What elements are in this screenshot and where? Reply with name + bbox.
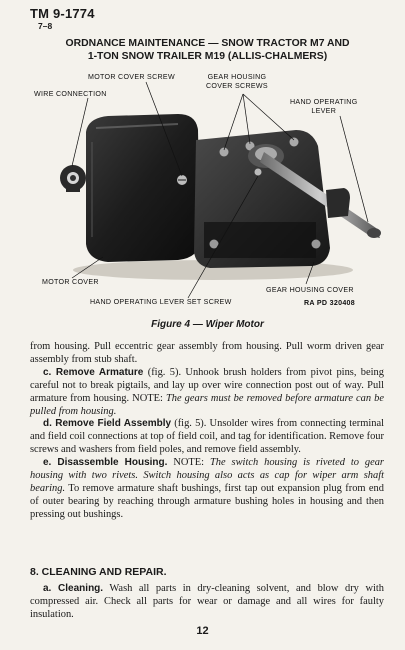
paragraph-range: 7–8: [38, 21, 53, 31]
page-heading: [30, 38, 385, 63]
paragraph-d-text: (fig. 5). Unsolder wires from connecting terminal and field coil connections at top of field coil, and tag for identification. Remove four screws and washers from field poles, and remove field assembly.: [30, 418, 384, 456]
paragraph-c: [30, 367, 384, 419]
heading-line-1: ORDNANCE MAINTENANCE — SNOW TRACTOR M7 AND: [65, 38, 350, 49]
callout-lever-line-2: LEVER: [311, 106, 337, 115]
paragraph-d-label: d. Remove Field Assembly: [43, 418, 172, 430]
paragraph-c-text: (fig. 5). Unhook brush holders from pivot pins, being careful not to break pigtails, and lay up over wire connection post out of way. Pull armature from housing. NOTE:: [30, 366, 384, 404]
callout-gear-housing-cover-screws: [206, 73, 268, 90]
figure-caption: Figure 4 — Wiper Motor: [151, 319, 264, 330]
heading-line-2: 1-TON SNOW TRAILER M19 (ALLIS-CHALMERS): [87, 50, 328, 62]
callout-gear-housing-cover: GEAR HOUSING COVER: [266, 286, 354, 294]
paragraph-e-note: The switch housing is riveted to gear housing with two rivets. Switch housing also acts as cap for wiper arm shaft bearing.: [30, 457, 384, 494]
callout-lever-set-screw: HAND OPERATING LEVER SET SCREW: [90, 298, 232, 306]
paragraph-d: [30, 418, 384, 457]
paragraph-a-label: a. Cleaning.: [43, 583, 104, 594]
body-text-section-8: [30, 583, 384, 622]
page-number: 12: [196, 625, 209, 637]
figure-ra-pd-number: RA PD 320408: [304, 299, 356, 307]
paragraph-e: [30, 457, 384, 522]
paragraph-a: [30, 583, 384, 622]
body-text: [30, 341, 384, 522]
callout-gear-housing-line-1: GEAR HOUSING: [207, 73, 267, 81]
tm-number: TM 9-1774: [30, 6, 95, 21]
callout-gear-housing-line-2: COVER SCREWS: [206, 81, 268, 90]
paragraph-a-text: Wash all parts in dry-cleaning solvent, and blow dry with compressed air. Check all parts for wear or damage and all wires for faulty insulation.: [30, 583, 384, 620]
callout-hand-operating-lever: [290, 98, 358, 115]
callout-motor-cover: MOTOR COVER: [42, 278, 99, 286]
paragraph-continuation: from housing. Pull eccentric gear assembly from housing. Pull worm driven gear assembly from stub shaft.: [30, 341, 384, 365]
callout-motor-cover-screw: MOTOR COVER SCREW: [88, 73, 175, 81]
paragraph-e-label: e. Disassemble Housing.: [43, 457, 168, 469]
paragraph-c-note: The gears must be removed before armature can be pulled from housing.: [30, 392, 384, 417]
paragraph-c-label: c. Remove Armature: [43, 366, 144, 378]
section-heading: 8. CLEANING AND REPAIR.: [30, 566, 167, 578]
callout-lever-line-1: HAND OPERATING: [290, 98, 358, 106]
callout-wire-connection: WIRE CONNECTION: [34, 90, 107, 98]
paragraph-e-text: To remove armature shaft bushings, first tap out expansion plug from end of outer bearing by reaching through armature bushing holes in housing and then pressing out bushings.: [30, 482, 384, 520]
wiper-motor-figure: [28, 72, 384, 314]
paragraph-e-note-label: NOTE:: [167, 457, 210, 469]
